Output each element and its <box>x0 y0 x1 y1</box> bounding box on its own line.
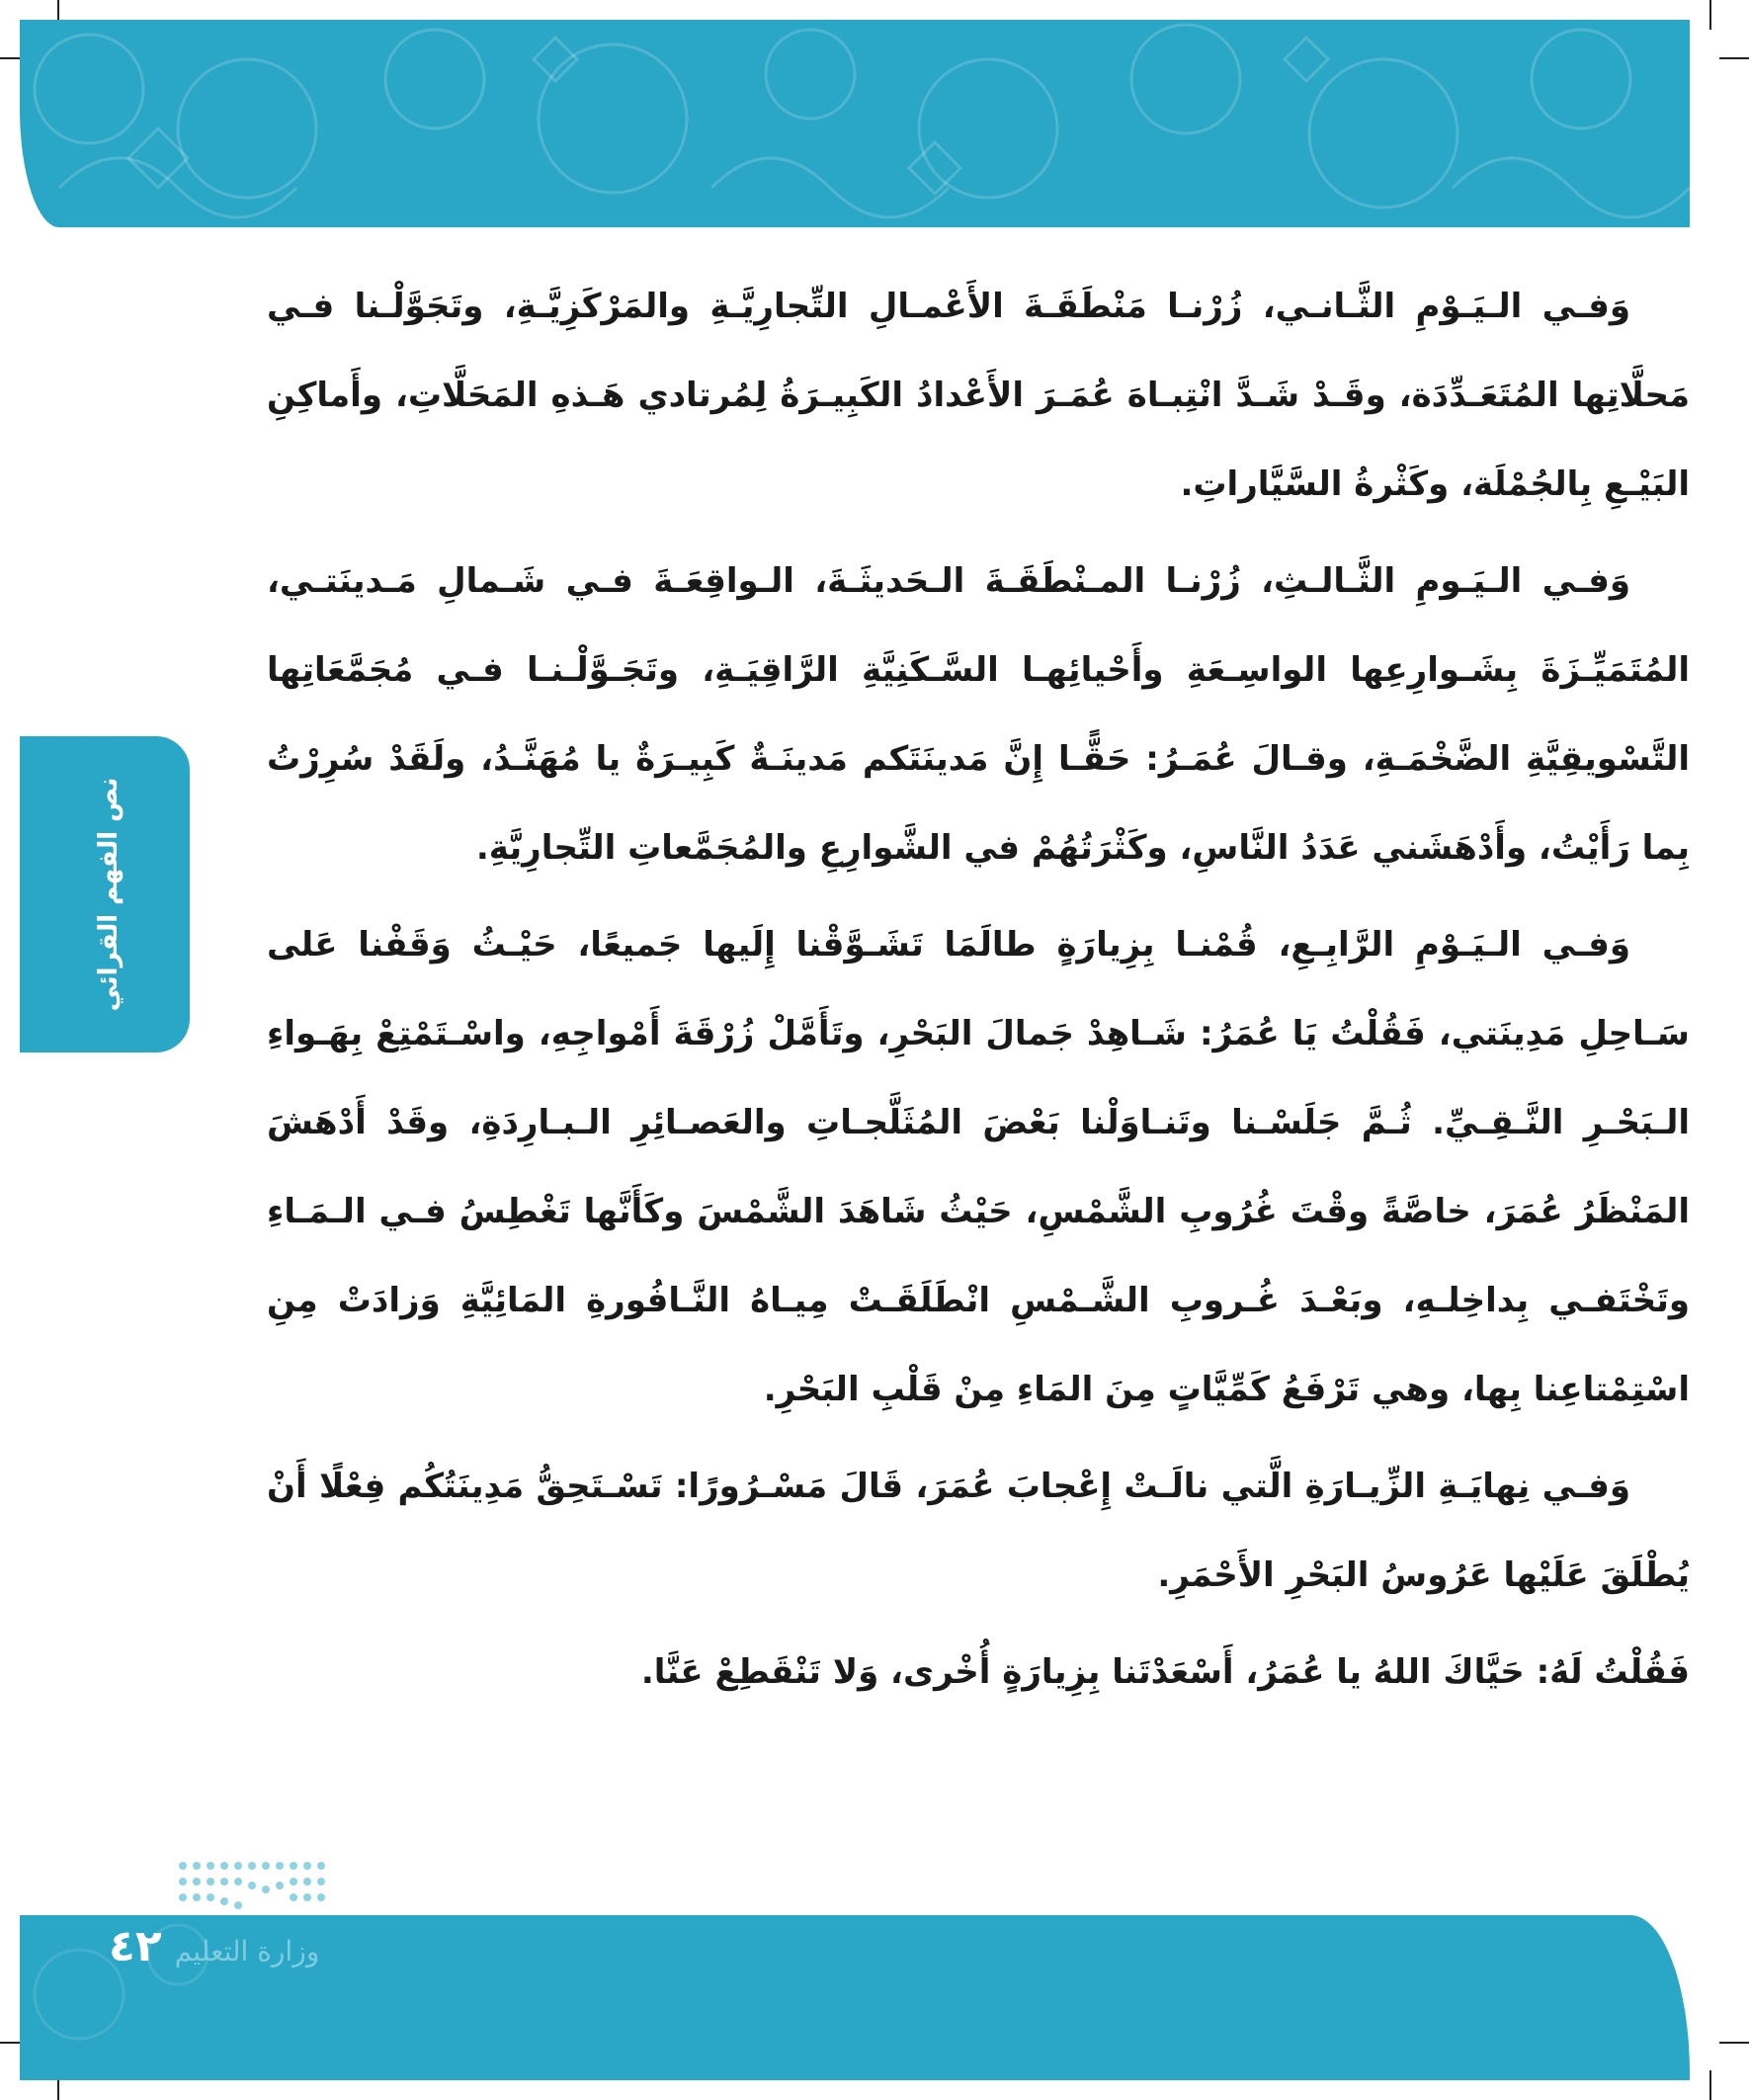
top-banner <box>20 20 1690 227</box>
closing-line: فَقُلْتُ لَهُ: حَيَّاكَ اللهُ يا عُمَرُ، أَسْعَدْتَنا بِزِيارَةٍ أُخْرى، وَلا تَنْقَطِعْ عَنَّا. <box>640 1652 1690 1692</box>
paragraph-end-of-visit: وَفـي نِهايَـةِ الزِّيـارَةِ الَّتي نالَـتْ إِعْجابَ عُمَرَ، قَالَ مَسْـرُورًا: تَسْـتَحِقُّ مَدِينَتُكُم فِعْلًا أَنْ يُطْلَقَ عَلَيْها عَرُوسُ البَحْرِ الأَحْمَرِ. <box>267 1467 1690 1595</box>
page-number: ٤٢ <box>109 1921 162 1972</box>
crop-mark-top-right-h <box>1719 57 1749 59</box>
paragraph-day-four: وَفـي الـيَـوْمِ الرَّابِـعِ، قُمْنـا بِزِيارَةٍ طالَمَا تَشَـوَّقْنا إِلَيها جَميعًا، حَيْـثُ وَقَفْنا عَلى سَـاحِلِ مَدِينَتي، فَقُلْتُ يَا عُمَرُ: شَـاهِدْ جَمالَ البَحْرِ، وتَأَمَّلْ زُرْقَةَ أَمْواجِهِ، واسْـتَمْتِعْ بِهَـواءِ الـبَحْـرِ النَّـقِـيِّ. ثُـمَّ جَلَسْـنا وتَنـاوَلْنا بَعْضَ المُثَلَّجـاتِ والعَصـائِرِ الـبـارِدَةِ، وقَدْ أَدْهَشَ المَنْظَرُ عُمَرَ، خاصَّةً وقْتَ غُرُوبِ الشَّمْسِ، حَيْثُ شَاهَدَ الشَّمْسَ وكَأَنَّها تَغْطِسُ فـي الـمَـاءِ وتَخْتَفـي بِداخِلـهِ، وبَعْـدَ غُـروبِ الشَّـمْسِ انْطَلَقَـتْ مِيـاهُ النَّـافُورةِ المَائِيَّةِ وَزادَتْ مِنِ اسْتِمْتاعِنا بِها، وهي تَرْفَعُ كَمِّيَّاتٍ مِنَ المَاءِ مِنْ قَلْبِ البَحْرِ. <box>267 925 1690 1409</box>
paragraph-day-two: وَفـي الـيَـوْمِ الثَّـانـي، زُرْنـا مَنْطَقَـةَ الأَعْمـالِ التِّجارِيَّـةِ والمَرْكَزِيَّـةِ، وتَجَوَّلْـنا فـي مَحلَّاتِها المُتَعَـدِّدَة، وقَـدْ شَـدَّ انْتِبـاهَ عُمَـرَ الأَعْدادُ الكَبِيـرَةُ لِمُرتادي هَـذهِ المَحَلَّاتِ، وأَماكِنِ البَيْـعِ بِالجُمْلَة، وكَثْرةُ السَّيَّاراتِ. <box>267 287 1690 504</box>
ministry-logo-text: وزارة التعليم <box>174 1935 320 1968</box>
reading-text <box>267 262 1690 1724</box>
section-tab-label: نص الفهم القرائي <box>94 777 124 1012</box>
crop-mark-bottom-right-v <box>1709 2070 1711 2100</box>
top-banner-pattern <box>20 20 1690 227</box>
crop-mark-bottom-right-h <box>1719 2042 1749 2044</box>
paragraph-day-three: وَفـي الـيَـومِ الثَّـالـثِ، زُرْنـا المـنْطَقَـةَ الـحَديثَـةَ، الـواقِعَـةَ فـي شَـمالِ مَـدينَتـي، المُتَمَيِّـزَةَ بِشَـوارِعِها الواسِـعَةِ وأَحْيائِهـا السَّـكَنِيَّةِ الرَّاقِيَـةِ، وتَجَـوَّلْـنـا فـي مُجَمَّعَاتِها التَّسْويقِيَّةِ الضَّخْمَـةِ، وقـالَ عُمَـرُ: حَقًّـا إِنَّ مَدينَتَكم مَدينَـةٌ كَبِيـرَةٌ يا مُهَنَّـدُ، ولَقَدْ سُرِرْتُ بِما رَأَيْتُ، وأَدْهَشَني عَدَدُ النَّاسِ، وكَثْرَتُهُمْ في الشَّوارِعِ والمُجَمَّعاتِ التِّجارِيَّةِ. <box>267 561 1690 868</box>
crop-mark-top-right-v <box>1709 0 1711 30</box>
